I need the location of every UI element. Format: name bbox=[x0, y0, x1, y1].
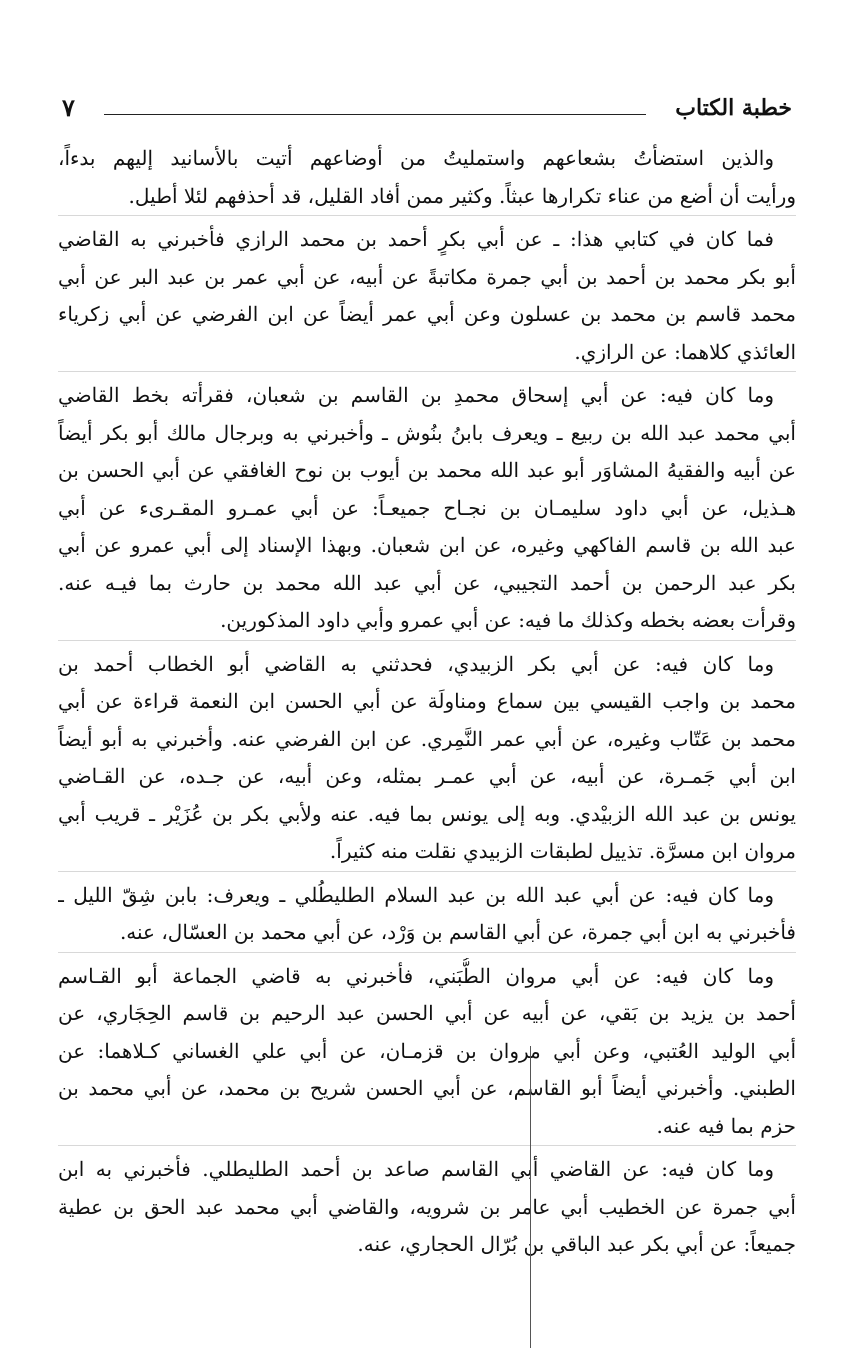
page-number: ٧ bbox=[62, 93, 75, 122]
text-line: هـذيل، عن أبي داود سليمـان بن نجـاح جميعـاً: عن أبي عمـرو المقـرىء عن أبي bbox=[58, 495, 796, 520]
page-body bbox=[58, 140, 796, 1269]
text-line: أبو بكر محمد بن أحمد بن أبي جمرة مكاتبةً عن أبيه، عن أبي عمر بن عبد البر عن أبي bbox=[58, 264, 796, 289]
text-line: جميعاً: عن أبي بكر عبد الباقي بن بُرّال الحجاري، عنه. bbox=[357, 1232, 796, 1256]
page-header bbox=[62, 92, 792, 132]
text-line: وما كان فيه: عن أبي بكر الزبيدي، فحدثني به القاضي أبو الخطاب أحمد بن bbox=[58, 651, 774, 676]
text-line: بكر عبد الرحمن بن أحمد التجيبي، عن أبي عبد الله محمد بن حارث بما فيـه عنه. bbox=[58, 570, 796, 595]
text-line: يونس بن عبد الله الزبيْدي. وبه إلى يونس بما فيه. عنه ولأبي بكر بن عُزَيْر ـ قريب أبي bbox=[58, 801, 796, 826]
text-line: محمد بن عَتّاب وغيره، عن أبي عمر النَّمِري. عن ابن الفرضي عنه. وأخبرني به أبو أيضاً bbox=[58, 726, 796, 751]
text-line: الطبني. وأخبرني أيضاً أبو القاسم، عن أبي الحسن شريح بن محمد، عن أبي محمد بن bbox=[58, 1076, 796, 1100]
paragraph bbox=[58, 877, 796, 953]
paragraph bbox=[58, 377, 796, 641]
text-line: أبي محمد عبد الله بن ربيع ـ ويعرف بابنُ بنُوش ـ وأخبرني به وبرجال مالك أبو بكر أيضاً bbox=[58, 420, 796, 445]
text-line: وما كان فيه: عن القاضي أبي القاسم صاعد بن أحمد الطليطلي. فأخبرني به ابن bbox=[58, 1157, 774, 1181]
text-line: وما كان فيه: عن أبي إسحاق محمدِ بن القاسم بن شعبان، فقرأته بخط القاضي bbox=[58, 383, 774, 407]
text-line: العائذي كلاهما: عن الرازي. bbox=[574, 339, 796, 364]
text-line: أبي الوليد العُتبي، وعن أبي مروان بن قزمـان، عن أبي علي الغساني كـلاهما: عن bbox=[58, 1038, 796, 1063]
text-line: فأخبرني به ابن أبي جمرة، عن أبي القاسم بن وَرْد، عن أبي محمد بن العسّال، عنه. bbox=[119, 920, 796, 944]
text-line: عن أبيه والفقيهُ المشاوَر أبو عبد الله محمد بن أيوب بن نوح الغافقي عن أبي الحسن بن bbox=[58, 458, 796, 482]
text-line: وقرأت بعضه بخطه وكذلك ما فيه: عن أبي عمرو وأبي داود المذكورين. bbox=[220, 608, 796, 632]
text-line: حزم بما فيه عنه. bbox=[656, 1113, 796, 1138]
text-line: عبد الله بن قاسم الفاكهي وغيره، عن ابن شعبان. وبهذا الإسناد إلى أبي عمرو عن أبي bbox=[58, 533, 796, 557]
text-line: أبي جمرة عن الخطيب أبي عامر بن شرويه، والقاضي أبي محمد عبد الحق بن عطية bbox=[58, 1194, 796, 1219]
text-line: وما كان فيه: عن أبي عبد الله بن عبد السلام الطليطُلي ـ ويعرف: بابن شِقّ الليل ـ bbox=[58, 882, 774, 907]
text-line: محمد قاسم بن محمد بن عسلون وعن أبي عمر أيضاً عن ابن الفرضي عن أبي زكرياء bbox=[58, 302, 796, 326]
header-rule bbox=[104, 114, 646, 115]
scan-gutter-line bbox=[530, 1046, 531, 1348]
running-title: خطبة الكتاب bbox=[675, 95, 792, 121]
paragraph bbox=[58, 140, 796, 216]
paragraph bbox=[58, 221, 796, 372]
text-line: محمد بن واجب القيسي بين سماع ومناولَة عن أبي الحسن ابن النعمة قراءة عن أبي bbox=[58, 689, 796, 713]
text-line: وما كان فيه: عن أبي مروان الطُّبَني، فأخبرني به قاضي الجماعة أبو القـاسم bbox=[58, 963, 774, 988]
text-line: ابن أبي جَمـرة، عن أبيه، عن أبي عمـر بمثله، وعن أبيه، عن جـده، عن القـاضي bbox=[58, 764, 796, 788]
text-line: ورأيت أن أضع من عناء تكرارها عبثاً. وكثير ممن أفاد القليل، قد أحذفهم لئلا أطيل. bbox=[128, 183, 796, 208]
paragraph bbox=[58, 958, 796, 1147]
paragraph bbox=[58, 646, 796, 872]
text-line: مروان ابن مسرَّة. تذييل لطبقات الزبيدي نقلت منه كثيراً. bbox=[329, 839, 796, 863]
paragraph bbox=[58, 1151, 796, 1264]
text-line: والذين استضأتُ بشعاعهم واستمليتُ من أوضاعهم أتيت بالأسانيد إليهم بدءاً، bbox=[58, 146, 775, 170]
text-line: فما كان في كتابي هذا: ـ عن أبي بكرٍ أحمد بن محمد الرازي فأخبرني به القاضي bbox=[58, 227, 774, 251]
text-line: أحمد بن يزيد بن بَقي، عن أبيه عن أبي الحسن عبد الرحيم بن قاسم الحِجَاري، عن bbox=[58, 1001, 796, 1025]
